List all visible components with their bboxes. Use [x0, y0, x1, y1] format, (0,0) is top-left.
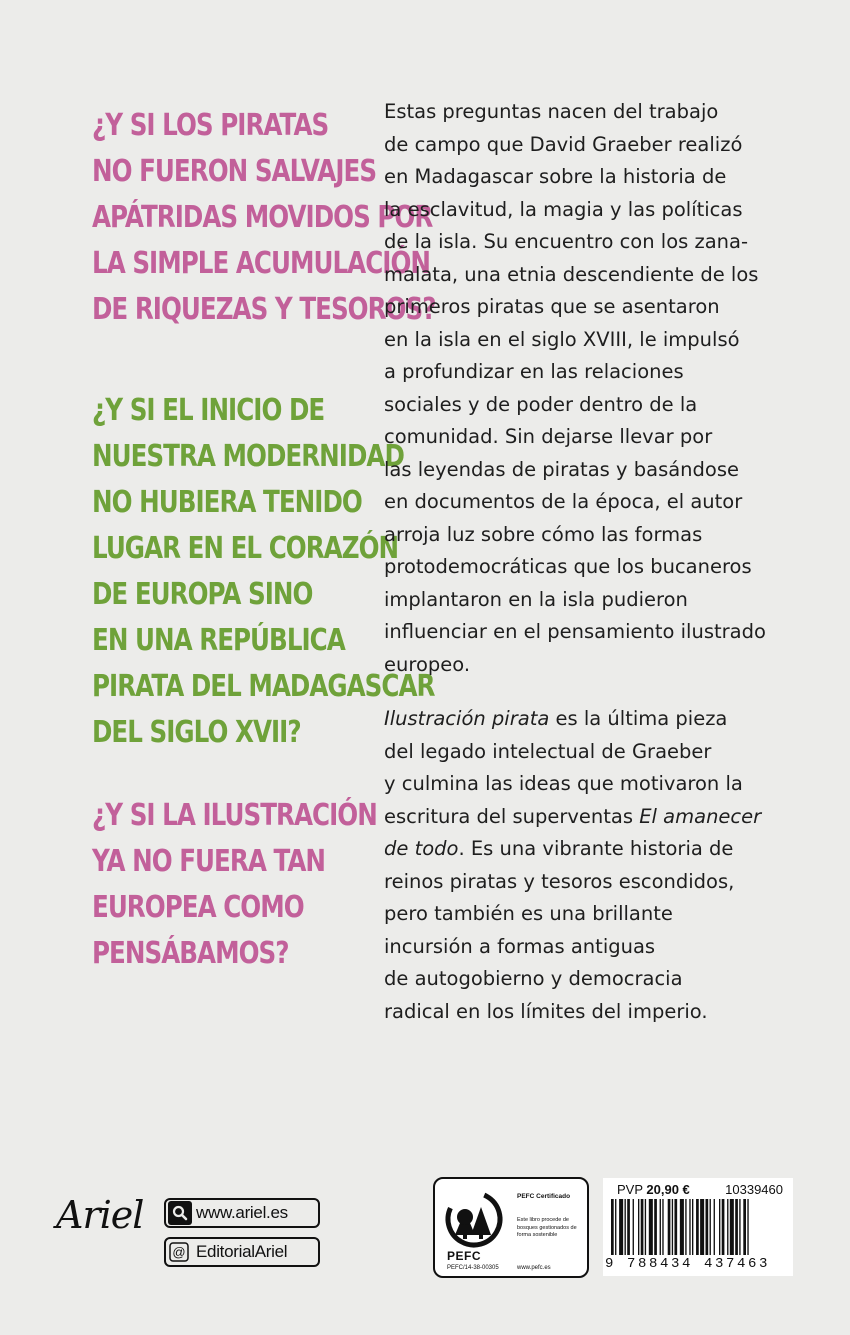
barcode-bar [700, 1199, 704, 1255]
text-line: reinos piratas y tesoros escondidos, [384, 869, 735, 893]
text-line: comunidad. Sin dejarse llevar por [384, 425, 713, 448]
text-line: europeo. [384, 652, 471, 676]
question-line: YA NO FUERA TAN [92, 844, 325, 879]
question-line: NUESTRA MODERNIDAD [92, 439, 404, 474]
barcode-bar [710, 1199, 711, 1255]
text-line: de campo que David Graeber realizó [384, 132, 743, 156]
barcode-bar [689, 1199, 690, 1255]
question-line: NO HUBIERA TENIDO [92, 485, 362, 520]
text-line: en documentos de la época, el autor [384, 490, 743, 513]
question-line: NO FUERON SALVAJES [92, 154, 377, 189]
text-line: las leyendas de piratas y basándose [384, 457, 740, 481]
question-line: ¿Y SI LOS PIRATAS [92, 108, 329, 143]
barcode-bar [615, 1199, 616, 1255]
barcode-bar [739, 1199, 740, 1255]
barcode-bar [714, 1199, 715, 1255]
text-line: y culmina las ideas que motivaron la [384, 772, 743, 795]
question-line: ¿Y SI EL INICIO DE [92, 393, 325, 428]
text-line: primeros piratas que se asentaron [384, 295, 720, 318]
svg-text:@: @ [172, 1244, 186, 1260]
pefc-logo-text: PEFC [447, 1249, 482, 1263]
reference-number: 10339460 [725, 1182, 783, 1197]
barcode-bar [627, 1199, 630, 1255]
barcode-bar [654, 1199, 657, 1255]
synopsis [384, 96, 784, 1028]
text-line: sociales y de poder dentro de la [384, 392, 698, 416]
pefc-certified-label: PEFC Certificado [517, 1193, 571, 1200]
barcode-bar [672, 1199, 673, 1255]
question-line: PIRATA DEL MADAGASCAR [92, 669, 435, 704]
text-line: implantaron en la isla pudieron [384, 587, 688, 611]
text-line: en Madagascar sobre la historia de [384, 165, 727, 188]
barcode-bar [649, 1199, 653, 1255]
text-line: de la isla. Su encuentro con los zana- [384, 230, 749, 253]
text-line: a profundizar en las relaciones [384, 360, 684, 383]
barcode-bar [696, 1199, 699, 1255]
question-line: DE RIQUEZAS Y TESOROS? [92, 292, 436, 327]
text-line: incursión a formas antiguas [384, 934, 656, 958]
isbn-digits: 9 788434 437463 [605, 1256, 771, 1272]
barcode-box [603, 1178, 793, 1276]
barcode-bar [680, 1199, 684, 1255]
barcode [605, 1199, 791, 1257]
question-line: EUROPEA COMO [92, 890, 304, 925]
barcode-bar [730, 1199, 734, 1255]
barcode-bar [692, 1199, 693, 1255]
pefc-code: PEFC/14-38-00305 [447, 1265, 499, 1271]
pefc-description: Este libro procede de bosques gestionados de forma sostenible [517, 1217, 577, 1238]
price-label: PVP 20,90 € [617, 1182, 690, 1197]
barcode-bar [674, 1199, 677, 1255]
question-line: DEL SIGLO XVII? [92, 715, 301, 750]
pefc-tree-icon [443, 1187, 505, 1253]
question-line: LA SIMPLE ACUMULACIÓN [92, 246, 430, 281]
at-icon [166, 1239, 192, 1265]
question-line: DE EUROPA SINO [92, 577, 313, 612]
question-pirates [92, 103, 436, 333]
text-line: de autogobierno y democracia [384, 967, 683, 990]
barcode-bar [662, 1199, 663, 1255]
other-book-title: El amanecer [639, 804, 762, 828]
barcode-bar [722, 1199, 725, 1255]
text-line: pero también es una brillante [384, 902, 673, 925]
question-enlightenment [92, 793, 377, 977]
pefc-certification [433, 1177, 589, 1278]
text-line: malata, una etnia descendiente de los [384, 262, 759, 286]
barcode-bar [619, 1199, 623, 1255]
text-line: la esclavitud, la magia y las políticas [384, 197, 743, 221]
synopsis-paragraph-1 [384, 96, 784, 681]
social-handle[interactable]: EditorialAriel [196, 1242, 288, 1261]
text-line: radical en los límites del imperio. [384, 999, 708, 1023]
text-line: influenciar en el pensamiento ilustrado [384, 620, 766, 643]
text-line: Ilustración pirata es la última pieza [384, 707, 728, 730]
text-line: en la isla en el siglo XVIII, le impulsó [384, 327, 740, 351]
text-line: Estas preguntas nacen del trabajo [384, 100, 719, 123]
book-title: Ilustración pirata [384, 707, 550, 730]
barcode-bar [685, 1199, 686, 1255]
text-line: arroja luz sobre cómo las formas [384, 522, 703, 546]
question-line: LUGAR EN EL CORAZÓN [92, 531, 399, 566]
synopsis-paragraph-2 [384, 703, 784, 1028]
text-line: de todo. Es una vibrante historia de [384, 837, 734, 860]
pefc-website: www.pefc.es [517, 1265, 551, 1271]
barcode-bar [645, 1199, 646, 1255]
barcode-bar [706, 1199, 709, 1255]
other-book-title-end: de todo [384, 837, 459, 860]
social-handle-badge[interactable] [164, 1237, 320, 1267]
question-line: APÁTRIDAS MOVIDOS POR [92, 200, 433, 235]
question-line: EN UNA REPÚBLICA [92, 623, 345, 658]
price: 20,90 € [646, 1182, 690, 1197]
barcode-bar [660, 1199, 661, 1255]
question-line: ¿Y SI LA ILUSTRACIÓN [92, 798, 377, 833]
barcode-bar [747, 1199, 748, 1255]
barcode-bar [668, 1199, 671, 1255]
barcode-bar [727, 1199, 728, 1255]
barcode-bar [719, 1199, 720, 1255]
search-icon [168, 1201, 192, 1225]
text-line: del legado intelectual de Graeber [384, 739, 712, 763]
website-badge[interactable] [164, 1198, 320, 1228]
barcode-bar [611, 1199, 614, 1255]
barcode-bar [633, 1199, 634, 1255]
text-line: escritura del superventas El amanecer [384, 804, 762, 828]
text-line: protodemocráticas que los bucaneros [384, 555, 752, 578]
barcode-bar [743, 1199, 746, 1255]
barcode-bar [641, 1199, 644, 1255]
barcode-bar [638, 1199, 639, 1255]
question-line: PENSÁBAMOS? [92, 936, 289, 971]
ariel-logo: Ariel [56, 1193, 144, 1237]
barcode-bar [625, 1199, 626, 1255]
barcode-bar [735, 1199, 738, 1255]
website-link[interactable]: www.ariel.es [196, 1203, 288, 1222]
